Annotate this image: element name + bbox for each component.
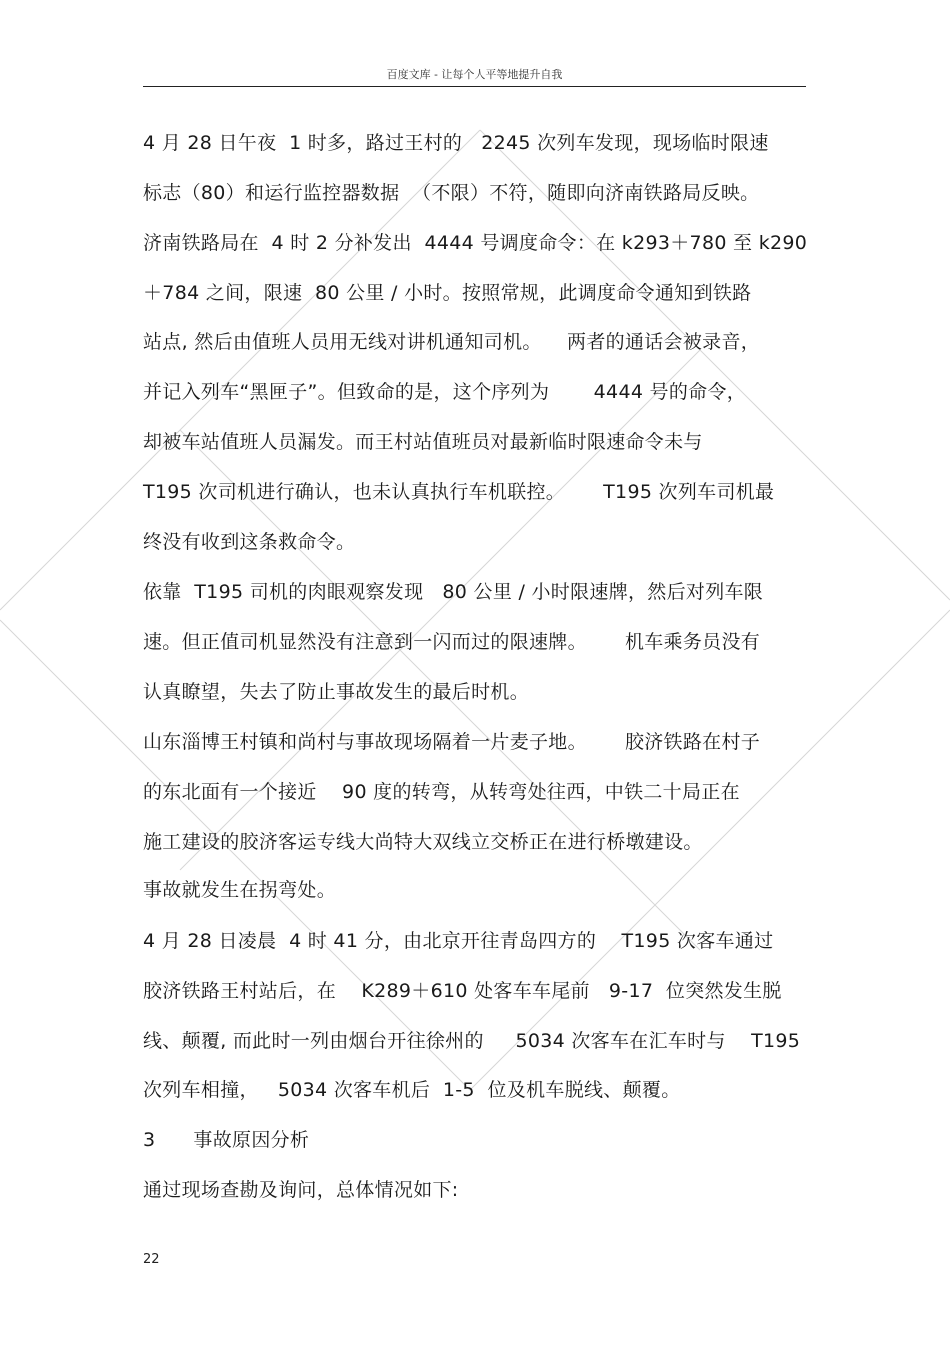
- body-line: 通过现场查勘及询问，总体情况如下:: [143, 1179, 459, 1201]
- body-line: 却被车站值班人员漏发。而王村站值班员对最新临时限速命令未与: [143, 431, 703, 453]
- body-line: 并记入列车“黑匣子”。但致命的是，这个序列为 4444 号的命令，: [143, 381, 747, 403]
- body-line: T195 次司机进行确认，也未认真执行车机联控。 T195 次列车司机最: [143, 481, 775, 503]
- body-line: 事故就发生在拐弯处。: [143, 879, 337, 901]
- body-line: 认真瞭望，失去了防止事故发生的最后时机。: [143, 681, 530, 703]
- body-line: 线、颠覆, 而此时一列由烟台开往徐州的 5034 次客车在汇车时与 T195: [143, 1030, 801, 1052]
- body-line: 的东北面有一个接近 90 度的转弯，从转弯处往西，中铁二十局正在: [143, 781, 740, 803]
- body-line: 胶济铁路王村站后，在 K289＋610 处客车车尾前 9-17 位突然发生脱: [143, 980, 782, 1002]
- header-divider: [143, 86, 806, 87]
- body-line: 3 事故原因分析: [143, 1129, 310, 1151]
- body-line: ＋784 之间，限速 80 公里 / 小时。按照常规，此调度命令通知到铁路: [143, 282, 752, 304]
- page-header: 百度文库 - 让每个人平等地提升自我: [386, 68, 563, 81]
- body-line: 依靠 T195 司机的肉眼观察发现 80 公里 / 小时限速牌，然后对列车限: [143, 581, 764, 603]
- body-line: 4 月 28 日凌晨 4 时 41 分，由北京开往青岛四方的 T195 次客车通过: [143, 930, 774, 952]
- body-line: 次列车相撞， 5034 次客车机后 1-5 位及机车脱线、颠覆。: [143, 1079, 681, 1101]
- body-line: 标志（80）和运行监控器数据 （不限）不符，随即向济南铁路局反映。: [143, 182, 760, 204]
- body-line: 速。但正值司机显然没有注意到一闪而过的限速牌。 机车乘务员没有: [143, 631, 761, 653]
- body-line: 施工建设的胶济客运专线大尚特大双线立交桥正在进行桥墩建设。: [143, 831, 703, 853]
- body-line: 山东淄博王村镇和尚村与事故现场隔着一片麦子地。 胶济铁路在村子: [143, 731, 761, 753]
- page-number: 22: [143, 1252, 160, 1267]
- body-line: 站点, 然后由值班人员用无线对讲机通知司机。 两者的通话会被录音，: [143, 331, 761, 353]
- body-line: 4 月 28 日午夜 1 时多，路过王村的 2245 次列车发现，现场临时限速: [143, 132, 769, 154]
- body-line: 济南铁路局在 4 时 2 分补发出 4444 号调度命令：在 k293＋780 至 k290: [143, 232, 808, 254]
- body-line: 终没有收到这条救命令。: [143, 531, 356, 553]
